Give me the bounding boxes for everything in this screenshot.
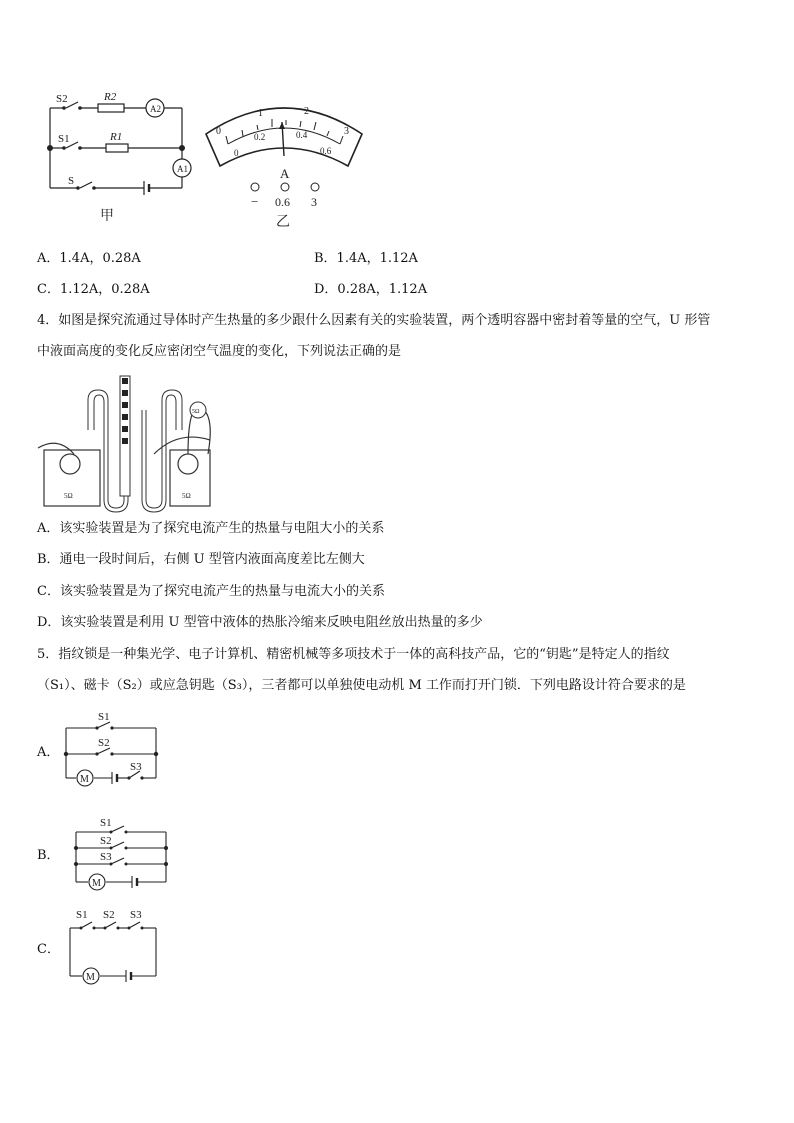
q5-option-b-label[interactable]: B． bbox=[37, 848, 60, 863]
q5-option-b-circuit bbox=[72, 814, 172, 898]
label-r2: R2 bbox=[104, 91, 117, 103]
label-s: S bbox=[68, 175, 75, 187]
caption-jia: 甲 bbox=[100, 209, 114, 224]
b-label-s3: S3 bbox=[100, 851, 112, 863]
scale-bottom-3: 0.6 bbox=[320, 146, 332, 156]
label-5ohm-top: 5Ω bbox=[192, 409, 200, 415]
label-a2: A2 bbox=[150, 104, 161, 114]
q3-option-d[interactable]: D．0.28A，1.12A bbox=[314, 282, 428, 297]
meter-unit: A bbox=[280, 166, 290, 181]
q5-option-c-label[interactable]: C． bbox=[37, 942, 60, 957]
label-s1: S1 bbox=[58, 133, 70, 145]
q5-option-a-circuit bbox=[64, 708, 164, 794]
q3-option-a[interactable]: A．1.4A，0.28A bbox=[37, 251, 141, 266]
b-label-s2: S2 bbox=[100, 835, 112, 847]
q5-stem-line2: （S₁）、磁卡（S₂）或应急钥匙（S₃），三者都可以单独使电动机 M 工作而打开门锁．下列电路设计符合要求的是 bbox=[37, 678, 686, 693]
scale-bottom-0: 0 bbox=[234, 148, 239, 158]
scale-bottom-1: 0.2 bbox=[254, 132, 266, 142]
caption-yi: 乙 bbox=[276, 215, 290, 230]
scale-bottom-2: 0.4 bbox=[296, 130, 308, 140]
q4-option-d[interactable]: D．该实验装置是利用 U 型管中液体的热胀冷缩来反映电阻丝放出热量的多少 bbox=[37, 615, 483, 630]
q3-option-c[interactable]: C．1.12A，0.28A bbox=[37, 282, 150, 297]
label-s2: S2 bbox=[56, 93, 68, 105]
b-label-motor: M bbox=[92, 878, 101, 889]
terminal-0-6: 0.6 bbox=[275, 195, 290, 209]
scale-top-1: 1 bbox=[258, 108, 263, 119]
scale-top-2: 2 bbox=[304, 106, 309, 117]
scale-top-3: 3 bbox=[344, 126, 349, 137]
q4-stem-line1: 4．如图是探究流通过导体时产生热量的多少跟什么因素有关的实验装置，两个透明容器中密封着等量的空气，U 形管 bbox=[37, 313, 711, 328]
q5-stem-line1: 5．指纹锁是一种集光学、电子计算机、精密机械等多项技术于一体的高科技产品，它的“钥匙”是特定人的指纹 bbox=[37, 647, 670, 662]
label-r1: R1 bbox=[110, 131, 123, 143]
joule-heating-apparatus bbox=[38, 370, 210, 510]
c-label-s1: S1 bbox=[76, 909, 88, 921]
q4-option-b[interactable]: B．通电一段时间后，右侧 U 型管内液面高度差比左侧大 bbox=[37, 552, 365, 567]
terminal-negative: − bbox=[251, 194, 259, 209]
a-label-s3: S3 bbox=[130, 761, 142, 773]
a-label-s1: S1 bbox=[98, 711, 110, 723]
q5-option-a-label[interactable]: A． bbox=[37, 745, 60, 760]
q4-option-a[interactable]: A．该实验装置是为了探究电流产生的热量与电阻大小的关系 bbox=[37, 521, 385, 536]
q4-stem-line2: 中液面高度的变化反应密闭空气温度的变化，下列说法正确的是 bbox=[37, 344, 402, 359]
label-5ohm-left: 5Ω bbox=[64, 492, 73, 500]
label-5ohm-right: 5Ω bbox=[182, 492, 191, 500]
ammeter-diagram-yi bbox=[200, 92, 370, 232]
c-label-s3: S3 bbox=[130, 909, 142, 921]
scale-top-0: 0 bbox=[216, 126, 221, 137]
circuit-diagram-jia bbox=[40, 88, 200, 228]
terminal-3: 3 bbox=[311, 195, 317, 209]
label-a1: A1 bbox=[177, 164, 188, 174]
q4-option-c[interactable]: C．该实验装置是为了探究电流产生的热量与电流大小的关系 bbox=[37, 584, 385, 599]
c-label-s2: S2 bbox=[103, 909, 115, 921]
a-label-motor: M bbox=[80, 774, 89, 785]
q5-option-c-circuit bbox=[66, 906, 166, 988]
q3-option-b[interactable]: B．1.4A，1.12A bbox=[314, 251, 418, 266]
b-label-s1: S1 bbox=[100, 817, 112, 829]
c-label-motor: M bbox=[86, 972, 95, 983]
a-label-s2: S2 bbox=[98, 737, 110, 749]
